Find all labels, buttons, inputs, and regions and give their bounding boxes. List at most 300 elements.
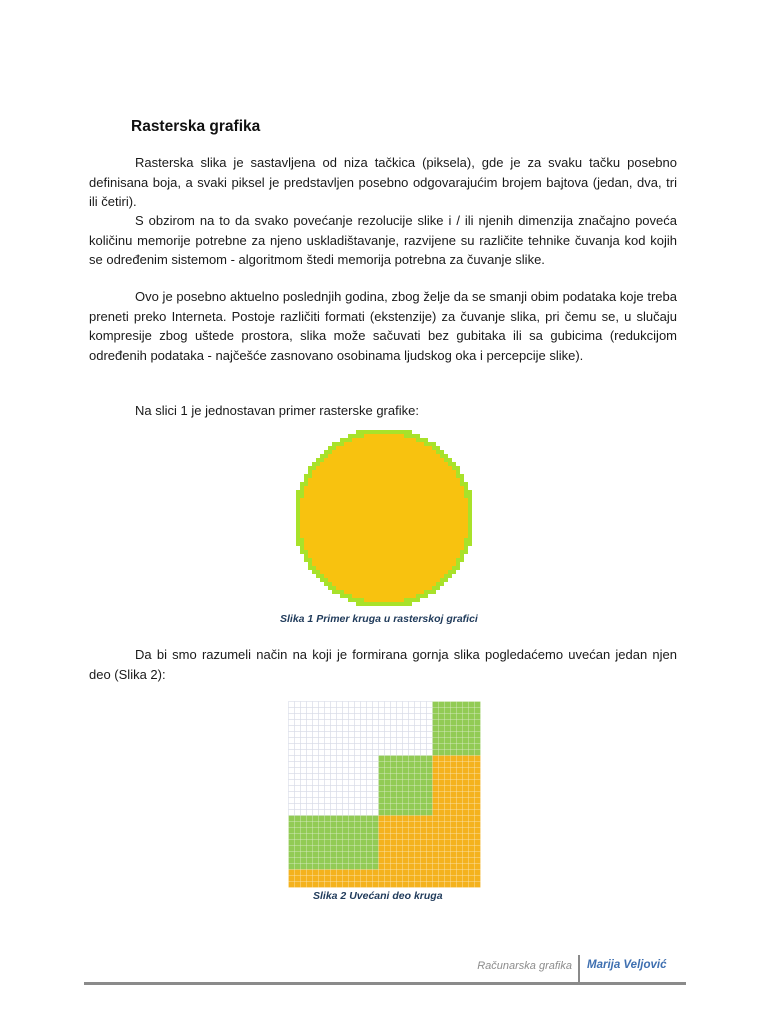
grid-pixel	[343, 882, 349, 888]
grid-pixel	[289, 846, 295, 852]
circle-pixel	[324, 538, 328, 542]
circle-pixel	[328, 546, 332, 550]
circle-pixel	[332, 538, 336, 542]
circle-pixel	[440, 502, 444, 506]
grid-pixel	[403, 744, 409, 750]
circle-pixel	[392, 466, 396, 470]
circle-pixel	[428, 502, 432, 506]
circle-pixel	[440, 470, 444, 474]
circle-pixel	[412, 462, 416, 466]
circle-pixel	[336, 510, 340, 514]
circle-pixel	[376, 602, 380, 606]
circle-pixel	[364, 482, 368, 486]
circle-pixel	[456, 486, 460, 490]
grid-pixel	[421, 774, 427, 780]
circle-pixel	[300, 514, 304, 518]
circle-pixel	[300, 534, 304, 538]
grid-pixel	[391, 858, 397, 864]
circle-pixel	[344, 522, 348, 526]
grid-pixel	[313, 828, 319, 834]
grid-pixel	[457, 804, 463, 810]
circle-pixel	[432, 542, 436, 546]
grid-pixel	[373, 732, 379, 738]
grid-pixel	[445, 720, 451, 726]
grid-pixel	[307, 774, 313, 780]
circle-pixel	[336, 478, 340, 482]
grid-pixel	[385, 762, 391, 768]
circle-pixel	[308, 478, 312, 482]
circle-pixel	[452, 550, 456, 554]
circle-pixel	[360, 502, 364, 506]
circle-pixel	[328, 502, 332, 506]
circle-pixel	[340, 582, 344, 586]
circle-pixel	[308, 566, 312, 570]
grid-pixel	[439, 768, 445, 774]
circle-pixel	[328, 518, 332, 522]
grid-pixel	[361, 846, 367, 852]
circle-pixel	[312, 566, 316, 570]
grid-pixel	[325, 756, 331, 762]
circle-pixel	[324, 534, 328, 538]
grid-pixel	[313, 708, 319, 714]
circle-pixel	[296, 514, 300, 518]
circle-pixel	[340, 442, 344, 446]
circle-pixel	[356, 466, 360, 470]
grid-pixel	[391, 864, 397, 870]
grid-pixel	[325, 732, 331, 738]
circle-pixel	[400, 434, 404, 438]
circle-pixel	[372, 446, 376, 450]
grid-pixel	[361, 864, 367, 870]
circle-pixel	[408, 466, 412, 470]
grid-pixel	[361, 756, 367, 762]
circle-pixel	[360, 486, 364, 490]
circle-pixel	[464, 514, 468, 518]
circle-pixel	[456, 466, 460, 470]
circle-pixel	[416, 442, 420, 446]
paragraph-figure2-intro: Da bi smo razumeli način na koji je formirana gornja slika pogledaćemo uvećan jedan njen deo (Slika 2):	[89, 647, 677, 682]
circle-pixel	[412, 534, 416, 538]
grid-pixel	[349, 726, 355, 732]
grid-pixel	[397, 744, 403, 750]
circle-pixel	[432, 482, 436, 486]
circle-pixel	[312, 554, 316, 558]
circle-pixel	[344, 562, 348, 566]
circle-pixel	[312, 534, 316, 538]
circle-pixel	[340, 474, 344, 478]
grid-pixel	[337, 870, 343, 876]
circle-pixel	[364, 454, 368, 458]
circle-pixel	[468, 514, 472, 518]
grid-pixel	[379, 702, 385, 708]
circle-pixel	[388, 442, 392, 446]
grid-pixel	[367, 876, 373, 882]
circle-pixel	[364, 562, 368, 566]
circle-pixel	[348, 526, 352, 530]
grid-pixel	[319, 750, 325, 756]
grid-pixel	[445, 798, 451, 804]
circle-pixel	[356, 534, 360, 538]
circle-pixel	[464, 542, 468, 546]
circle-pixel	[420, 594, 424, 598]
circle-pixel	[408, 526, 412, 530]
grid-pixel	[415, 702, 421, 708]
circle-pixel	[460, 474, 464, 478]
grid-pixel	[289, 840, 295, 846]
circle-pixel	[408, 570, 412, 574]
circle-pixel	[396, 470, 400, 474]
circle-pixel	[392, 534, 396, 538]
circle-pixel	[452, 566, 456, 570]
circle-pixel	[408, 566, 412, 570]
circle-pixel	[380, 602, 384, 606]
grid-pixel	[451, 738, 457, 744]
grid-pixel	[439, 792, 445, 798]
circle-pixel	[324, 546, 328, 550]
circle-pixel	[392, 546, 396, 550]
grid-pixel	[469, 810, 475, 816]
grid-pixel	[385, 858, 391, 864]
grid-pixel	[451, 834, 457, 840]
circle-pixel	[320, 534, 324, 538]
circle-pixel	[356, 590, 360, 594]
circle-pixel	[456, 506, 460, 510]
circle-pixel	[376, 558, 380, 562]
circle-pixel	[380, 522, 384, 526]
circle-pixel	[412, 566, 416, 570]
grid-pixel	[367, 840, 373, 846]
circle-pixel	[460, 530, 464, 534]
grid-pixel	[439, 750, 445, 756]
grid-pixel	[421, 738, 427, 744]
grid-pixel	[295, 762, 301, 768]
circle-pixel	[424, 454, 428, 458]
grid-pixel	[307, 834, 313, 840]
grid-pixel	[349, 762, 355, 768]
circle-pixel	[360, 510, 364, 514]
grid-pixel	[391, 774, 397, 780]
circle-pixel	[336, 570, 340, 574]
circle-pixel	[376, 442, 380, 446]
grid-pixel	[415, 822, 421, 828]
grid-pixel	[337, 840, 343, 846]
grid-pixel	[349, 786, 355, 792]
grid-pixel	[391, 798, 397, 804]
circle-pixel	[352, 586, 356, 590]
circle-pixel	[364, 442, 368, 446]
circle-pixel	[400, 438, 404, 442]
circle-pixel	[404, 550, 408, 554]
circle-pixel	[348, 542, 352, 546]
grid-pixel	[391, 852, 397, 858]
circle-pixel	[356, 530, 360, 534]
circle-pixel	[420, 578, 424, 582]
circle-pixel	[356, 438, 360, 442]
circle-pixel	[388, 482, 392, 486]
circle-pixel	[384, 442, 388, 446]
circle-pixel	[352, 486, 356, 490]
grid-pixel	[427, 882, 433, 888]
grid-pixel	[343, 726, 349, 732]
circle-pixel	[312, 510, 316, 514]
grid-pixel	[373, 810, 379, 816]
grid-pixel	[409, 714, 415, 720]
circle-pixel	[364, 578, 368, 582]
grid-pixel	[475, 876, 481, 882]
circle-pixel	[348, 530, 352, 534]
grid-pixel	[373, 702, 379, 708]
circle-pixel	[312, 558, 316, 562]
grid-pixel	[451, 828, 457, 834]
grid-pixel	[445, 762, 451, 768]
circle-pixel	[308, 526, 312, 530]
circle-pixel	[348, 554, 352, 558]
grid-pixel	[421, 822, 427, 828]
circle-pixel	[336, 574, 340, 578]
grid-pixel	[403, 768, 409, 774]
circle-pixel	[304, 490, 308, 494]
circle-pixel	[348, 566, 352, 570]
grid-pixel	[355, 852, 361, 858]
circle-pixel	[340, 494, 344, 498]
grid-pixel	[427, 822, 433, 828]
circle-pixel	[364, 586, 368, 590]
grid-pixel	[469, 708, 475, 714]
circle-pixel	[352, 474, 356, 478]
circle-pixel	[416, 570, 420, 574]
circle-pixel	[444, 462, 448, 466]
circle-pixel	[400, 510, 404, 514]
circle-pixel	[460, 498, 464, 502]
circle-pixel	[404, 434, 408, 438]
circle-pixel	[404, 506, 408, 510]
grid-pixel	[403, 834, 409, 840]
circle-pixel	[392, 462, 396, 466]
grid-pixel	[367, 708, 373, 714]
circle-pixel	[400, 526, 404, 530]
grid-pixel	[439, 810, 445, 816]
grid-pixel	[331, 786, 337, 792]
circle-pixel	[376, 498, 380, 502]
grid-pixel	[397, 834, 403, 840]
circle-pixel	[444, 558, 448, 562]
grid-pixel	[457, 732, 463, 738]
circle-pixel	[420, 490, 424, 494]
circle-pixel	[448, 478, 452, 482]
circle-pixel	[444, 458, 448, 462]
circle-pixel	[452, 526, 456, 530]
circle-pixel	[404, 498, 408, 502]
circle-pixel	[320, 550, 324, 554]
grid-pixel	[433, 798, 439, 804]
circle-pixel	[388, 550, 392, 554]
grid-pixel	[313, 876, 319, 882]
circle-pixel	[436, 574, 440, 578]
grid-pixel	[415, 798, 421, 804]
circle-pixel	[376, 562, 380, 566]
grid-pixel	[385, 822, 391, 828]
grid-pixel	[433, 714, 439, 720]
circle-pixel	[408, 554, 412, 558]
circle-pixel	[416, 566, 420, 570]
grid-pixel	[325, 792, 331, 798]
circle-pixel	[408, 486, 412, 490]
circle-pixel	[408, 490, 412, 494]
grid-pixel	[433, 750, 439, 756]
circle-pixel	[428, 478, 432, 482]
circle-pixel	[308, 518, 312, 522]
circle-pixel	[348, 514, 352, 518]
circle-pixel	[408, 522, 412, 526]
circle-pixel	[424, 486, 428, 490]
grid-pixel	[403, 846, 409, 852]
grid-pixel	[289, 870, 295, 876]
circle-pixel	[384, 514, 388, 518]
circle-pixel	[400, 542, 404, 546]
circle-pixel	[372, 534, 376, 538]
circle-pixel	[356, 570, 360, 574]
circle-pixel	[352, 510, 356, 514]
circle-pixel	[340, 514, 344, 518]
circle-pixel	[448, 514, 452, 518]
grid-pixel	[313, 786, 319, 792]
grid-pixel	[427, 846, 433, 852]
circle-pixel	[376, 534, 380, 538]
grid-pixel	[289, 774, 295, 780]
grid-pixel	[439, 876, 445, 882]
circle-pixel	[424, 502, 428, 506]
circle-pixel	[352, 478, 356, 482]
circle-pixel	[400, 478, 404, 482]
circle-pixel	[372, 542, 376, 546]
circle-pixel	[404, 486, 408, 490]
circle-pixel	[432, 474, 436, 478]
circle-pixel	[332, 570, 336, 574]
grid-pixel	[367, 816, 373, 822]
grid-pixel	[451, 780, 457, 786]
circle-pixel	[408, 482, 412, 486]
circle-pixel	[392, 470, 396, 474]
circle-pixel	[324, 498, 328, 502]
circle-pixel	[404, 526, 408, 530]
grid-pixel	[295, 870, 301, 876]
circle-pixel	[408, 550, 412, 554]
circle-pixel	[328, 462, 332, 466]
circle-pixel	[324, 458, 328, 462]
grid-pixel	[451, 708, 457, 714]
grid-pixel	[469, 762, 475, 768]
grid-pixel	[343, 852, 349, 858]
circle-pixel	[388, 522, 392, 526]
circle-pixel	[380, 490, 384, 494]
grid-pixel	[355, 744, 361, 750]
circle-pixel	[384, 486, 388, 490]
grid-pixel	[295, 804, 301, 810]
circle-pixel	[372, 514, 376, 518]
circle-pixel	[460, 494, 464, 498]
circle-pixel	[380, 534, 384, 538]
circle-pixel	[348, 578, 352, 582]
circle-pixel	[340, 534, 344, 538]
grid-pixel	[325, 870, 331, 876]
circle-pixel	[336, 466, 340, 470]
circle-pixel	[344, 502, 348, 506]
circle-pixel	[332, 486, 336, 490]
circle-pixel	[336, 542, 340, 546]
circle-pixel	[336, 474, 340, 478]
grid-pixel	[385, 882, 391, 888]
circle-pixel	[420, 522, 424, 526]
circle-pixel	[396, 574, 400, 578]
circle-pixel	[316, 574, 320, 578]
grid-pixel	[469, 786, 475, 792]
circle-pixel	[392, 574, 396, 578]
circle-pixel	[348, 594, 352, 598]
circle-pixel	[428, 538, 432, 542]
circle-pixel	[324, 526, 328, 530]
circle-pixel	[308, 498, 312, 502]
circle-pixel	[368, 462, 372, 466]
circle-pixel	[404, 574, 408, 578]
grid-pixel	[463, 816, 469, 822]
circle-pixel	[352, 490, 356, 494]
grid-pixel	[433, 810, 439, 816]
grid-pixel	[337, 738, 343, 744]
circle-pixel	[456, 542, 460, 546]
grid-pixel	[319, 846, 325, 852]
grid-pixel	[469, 804, 475, 810]
circle-pixel	[448, 542, 452, 546]
grid-pixel	[301, 858, 307, 864]
grid-pixel	[415, 882, 421, 888]
grid-pixel	[463, 702, 469, 708]
grid-pixel	[379, 834, 385, 840]
grid-pixel	[457, 876, 463, 882]
grid-pixel	[427, 774, 433, 780]
grid-pixel	[427, 786, 433, 792]
circle-pixel	[364, 554, 368, 558]
circle-pixel	[324, 530, 328, 534]
circle-pixel	[388, 458, 392, 462]
grid-pixel	[415, 762, 421, 768]
circle-pixel	[380, 550, 384, 554]
circle-pixel	[372, 578, 376, 582]
grid-pixel	[331, 774, 337, 780]
circle-pixel	[404, 594, 408, 598]
circle-pixel	[452, 498, 456, 502]
circle-pixel	[352, 506, 356, 510]
grid-pixel	[415, 870, 421, 876]
circle-pixel	[400, 598, 404, 602]
circle-pixel	[320, 514, 324, 518]
circle-pixel	[436, 458, 440, 462]
circle-pixel	[328, 514, 332, 518]
grid-pixel	[331, 876, 337, 882]
grid-pixel	[451, 714, 457, 720]
circle-pixel	[440, 498, 444, 502]
circle-pixel	[396, 534, 400, 538]
circle-pixel	[384, 586, 388, 590]
circle-pixel	[352, 470, 356, 474]
grid-pixel	[289, 756, 295, 762]
circle-pixel	[412, 450, 416, 454]
circle-pixel	[312, 514, 316, 518]
grid-pixel	[367, 870, 373, 876]
circle-pixel	[316, 530, 320, 534]
circle-pixel	[392, 450, 396, 454]
grid-pixel	[475, 738, 481, 744]
grid-pixel	[373, 714, 379, 720]
